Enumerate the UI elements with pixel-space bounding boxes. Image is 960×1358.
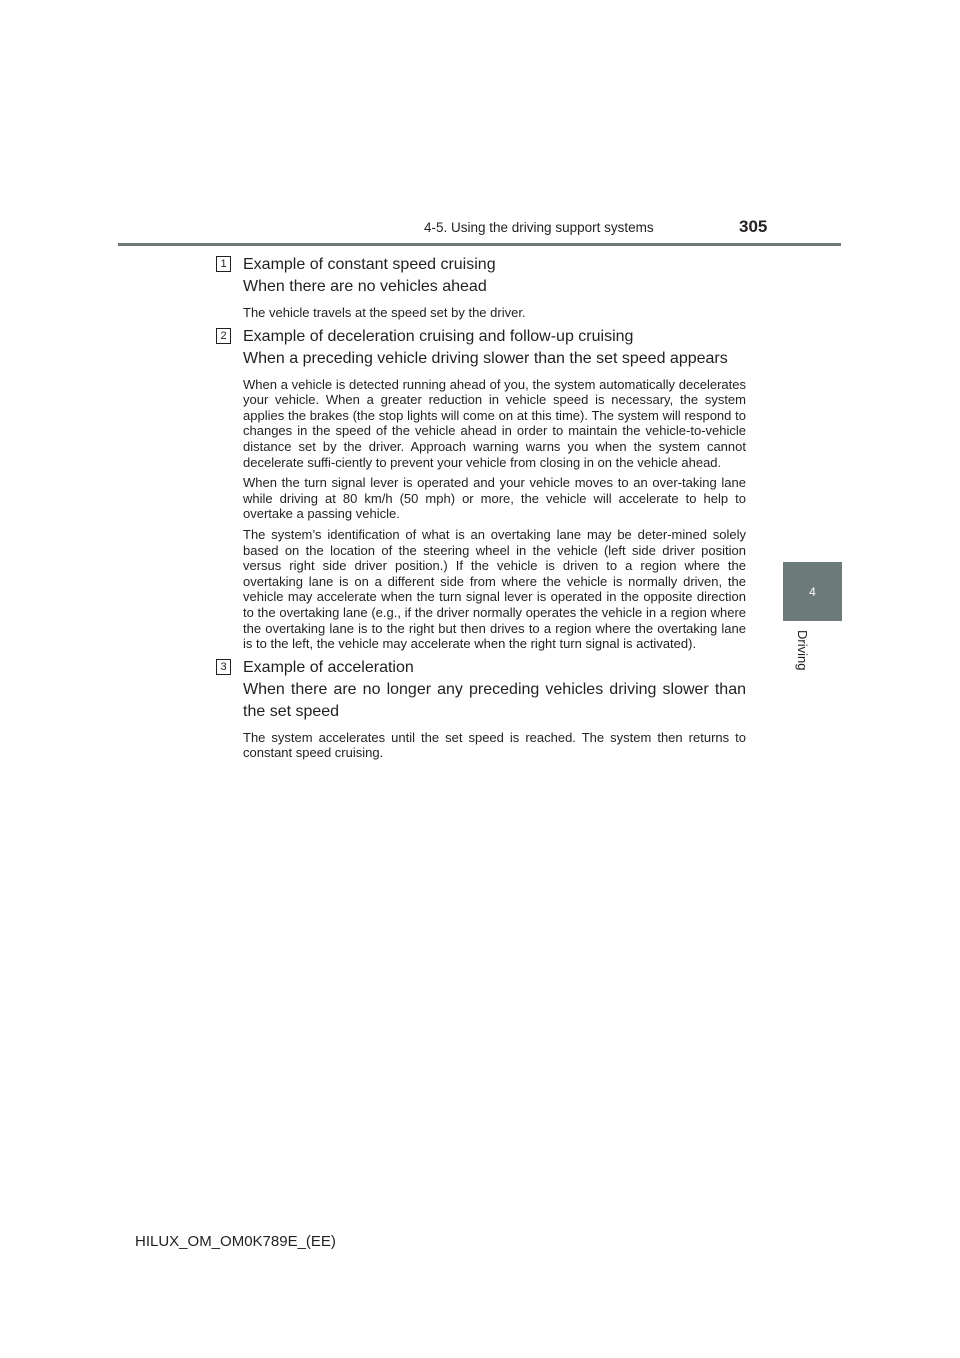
document-code: HILUX_OM_OM0K789E_(EE) xyxy=(135,1233,336,1250)
item-title-line: When there are no longer any preceding vehicles driving slower than the set speed xyxy=(243,680,746,720)
item-title-line: When there are no vehicles ahead xyxy=(243,278,487,295)
item-title xyxy=(243,657,746,723)
body-paragraph: The vehicle travels at the speed set by the driver. xyxy=(243,305,526,320)
page-content xyxy=(216,254,746,766)
header-divider xyxy=(118,243,841,246)
item-title xyxy=(243,254,746,298)
item-body xyxy=(243,377,746,652)
list-item xyxy=(216,326,746,652)
item-title-line: Example of constant speed cruising xyxy=(243,256,496,273)
list-item xyxy=(216,254,746,321)
item-number-badge: 1 xyxy=(216,256,231,272)
item-title xyxy=(243,326,746,370)
item-title-line: Example of deceleration cruising and follow-up cruising xyxy=(243,327,634,345)
section-title: 4-5. Using the driving support systems xyxy=(424,220,654,235)
list-item xyxy=(216,657,746,761)
item-title-line: Example of acceleration xyxy=(243,658,414,676)
item-body xyxy=(243,305,746,321)
body-paragraph: When a vehicle is detected running ahead of you, the system automatically decelerates your vehicle. When a greater reduction in vehicle speed is necessary, the system applies the brakes (the stop lights will come on at this time). The system will respond to changes in the speed of the vehicle ahead in order to maintain the vehicle-to-vehicle distance set by the driver. Approach warning warns you when the system cannot decelerate suffi-ciently to prevent your vehicle from closing in on the vehicle ahead. xyxy=(243,376,746,470)
page-number: 305 xyxy=(739,217,768,236)
chapter-label: Driving xyxy=(795,630,810,671)
body-paragraph: The system accelerates until the set speed is reached. The system then returns to constant speed cruising. xyxy=(243,729,746,761)
item-body xyxy=(243,730,746,761)
body-paragraph: The system’s identification of what is an overtaking lane may be deter-mined solely based on the location of the steering wheel in the vehicle (left side driver position versus right side driver position.) If the vehicle is driven to a region where the overtaking lane is on a different side from where the vehicle is normally driven, the vehicle may accelerate when the turn signal lever is operated in the opposite direction to the overtaking lane (e.g., if the driver normally operates the vehicle in a region where the overtaking lane is to the right but then drives to a region where the overtaking lane is to the left, the vehicle may accelerate when the right turn signal is activated). xyxy=(243,526,746,652)
item-number-badge: 2 xyxy=(216,328,231,344)
item-title-line: When a preceding vehicle driving slower than the set speed appears xyxy=(243,349,728,367)
chapter-tab xyxy=(783,562,842,621)
item-number-badge: 3 xyxy=(216,659,231,675)
chapter-number: 4 xyxy=(809,584,816,599)
body-paragraph: When the turn signal lever is operated and your vehicle moves to an over-taking lane while driving at 80 km/h (50 mph) or more, the vehicle will accelerate to help to overtake a passing vehicle. xyxy=(243,475,746,522)
